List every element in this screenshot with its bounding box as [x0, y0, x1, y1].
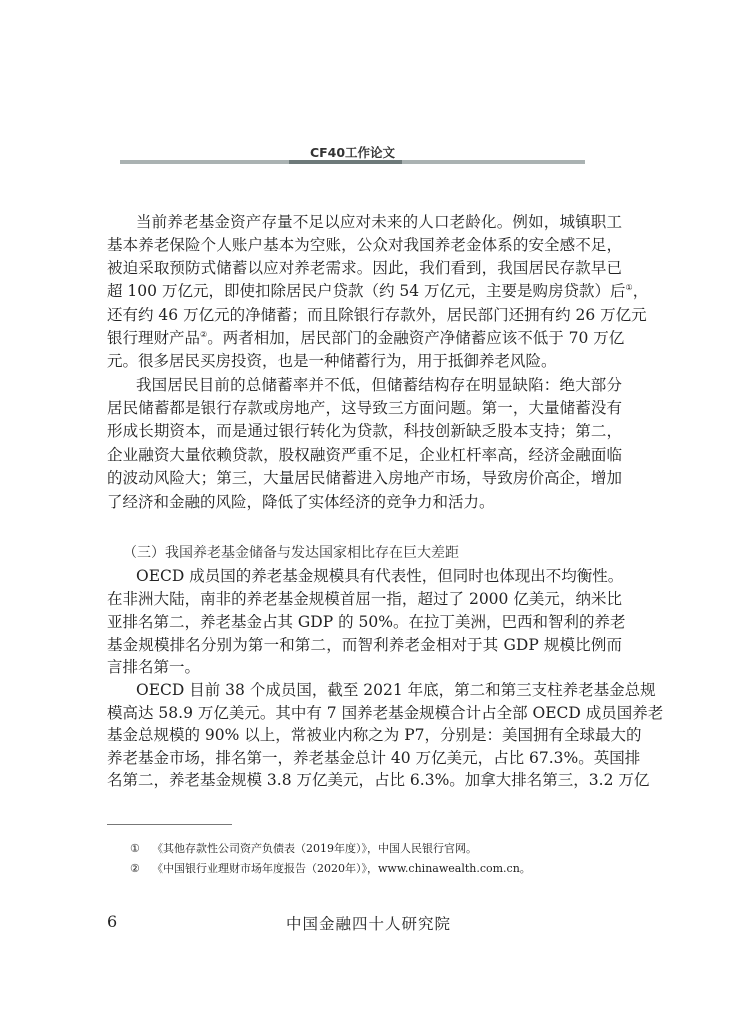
text-line: 基本养老保险个人账户基本为空账，公众对我国养老金体系的安全感不足， [107, 236, 622, 254]
text-line: 当前养老基金资产存量不足以应对未来的人口老龄化。例如，城镇职工 [136, 213, 622, 231]
text-line: 的波动风险大；第三，大量居民储蓄进入房地产市场，导致房价高企，增加 [107, 469, 622, 487]
header-rule [120, 160, 585, 164]
footnote-ref-2[interactable]: ② [200, 329, 208, 339]
text-span: 。两者相加，居民部门的金融资产净储蓄应该不低于 70 万亿 [207, 329, 625, 347]
footnote-1 [130, 842, 477, 856]
footnote-2 [130, 862, 531, 876]
text-line: 名第二，养老基金规模 3.8 万亿美元，占比 6.3%。加拿大排名第三，3.2 万亿 [107, 771, 650, 789]
footnote-marker: ① [130, 842, 140, 855]
footnote-text: 《中国银行业理财市场年度报告（2020年）》，www.chinawealth.com.cn。 [152, 862, 531, 875]
footnote-marker: ② [130, 862, 140, 875]
text-line: 元。很多居民买房投资，也是一种储蓄行为，用于抵御养老风险。 [107, 352, 557, 370]
text-line: OECD 成员国的养老基金规模具有代表性，但同时也体现出不均衡性。 [136, 567, 624, 585]
text-span: ， [632, 282, 649, 300]
text-line: 亚排名第二，养老基金占其 GDP 的 50%。在拉丁美洲，巴西和智利的养老 [107, 613, 626, 631]
page-number: 6 [107, 912, 118, 931]
text-line: 还有约 46 万亿元的净储蓄；而且除银行存款外，居民部门还拥有约 26 万亿元 [107, 306, 647, 324]
text-line: 企业融资大量依赖贷款，股权融资严重不足，企业杠杆率高，经济金融面临 [107, 446, 622, 464]
footnote-divider [107, 824, 232, 825]
footnote-ref-1[interactable]: ① [625, 282, 633, 292]
text-line: 基金总规模的 90% 以上，常被业内称之为 P7，分别是：美国拥有全球最大的 [107, 726, 642, 744]
header-rule-accent [289, 160, 402, 164]
text-line: 了经济和金融的风险，降低了实体经济的竞争力和活力。 [107, 493, 495, 511]
footnote-text: 《其他存款性公司资产负债表（2019年度）》，中国人民银行官网。 [152, 842, 477, 855]
text-line [107, 281, 649, 301]
text-line: 模高达 58.9 万亿美元。其中有 7 国养老基金规模合计占全部 OECD 成员国养老 [107, 704, 664, 722]
text-line: 居民储蓄都是银行存款或房地产，这导致三方面问题。第一，大量储蓄没有 [107, 399, 622, 417]
text-line: 在非洲大陆，南非的养老基金规模首屈一指，超过了 2000 亿美元，纳米比 [107, 590, 622, 608]
text-line: 形成长期资本，而是通过银行转化为贷款，科技创新缺乏股本支持；第二， [107, 422, 622, 440]
text-line: OECD 目前 38 个成员国，截至 2021 年底，第二和第三支柱养老基金总规 [136, 681, 656, 699]
text-line: 我国居民目前的总储蓄率并不低，但储蓄结构存在明显缺陷：绝大部分 [136, 376, 622, 394]
footer-institution: 中国金融四十人研究院 [285, 915, 451, 933]
running-header: CF40工作论文 [309, 145, 396, 160]
text-span: 银行理财产品 [107, 329, 201, 347]
text-line: 基金规模排名分别为第一和第二，而智利养老金相对于其 GDP 规模比例而 [107, 636, 622, 654]
text-line: 被迫采取预防式储蓄以应对养老需求。因此，我们看到，我国居民存款早已 [107, 259, 622, 277]
text-line: 养老基金市场，排名第一，养老基金总计 40 万亿美元，占比 67.3%。英国排 [107, 749, 641, 767]
section-heading: （三）我国养老基金储备与发达国家相比存在巨大差距 [123, 545, 459, 561]
text-span: 超 100 万亿元，即使扣除居民户贷款（约 54 万亿元，主要是购房贷款）后 [107, 282, 626, 300]
text-line [107, 328, 625, 348]
text-line: 言排名第一。 [107, 658, 201, 676]
